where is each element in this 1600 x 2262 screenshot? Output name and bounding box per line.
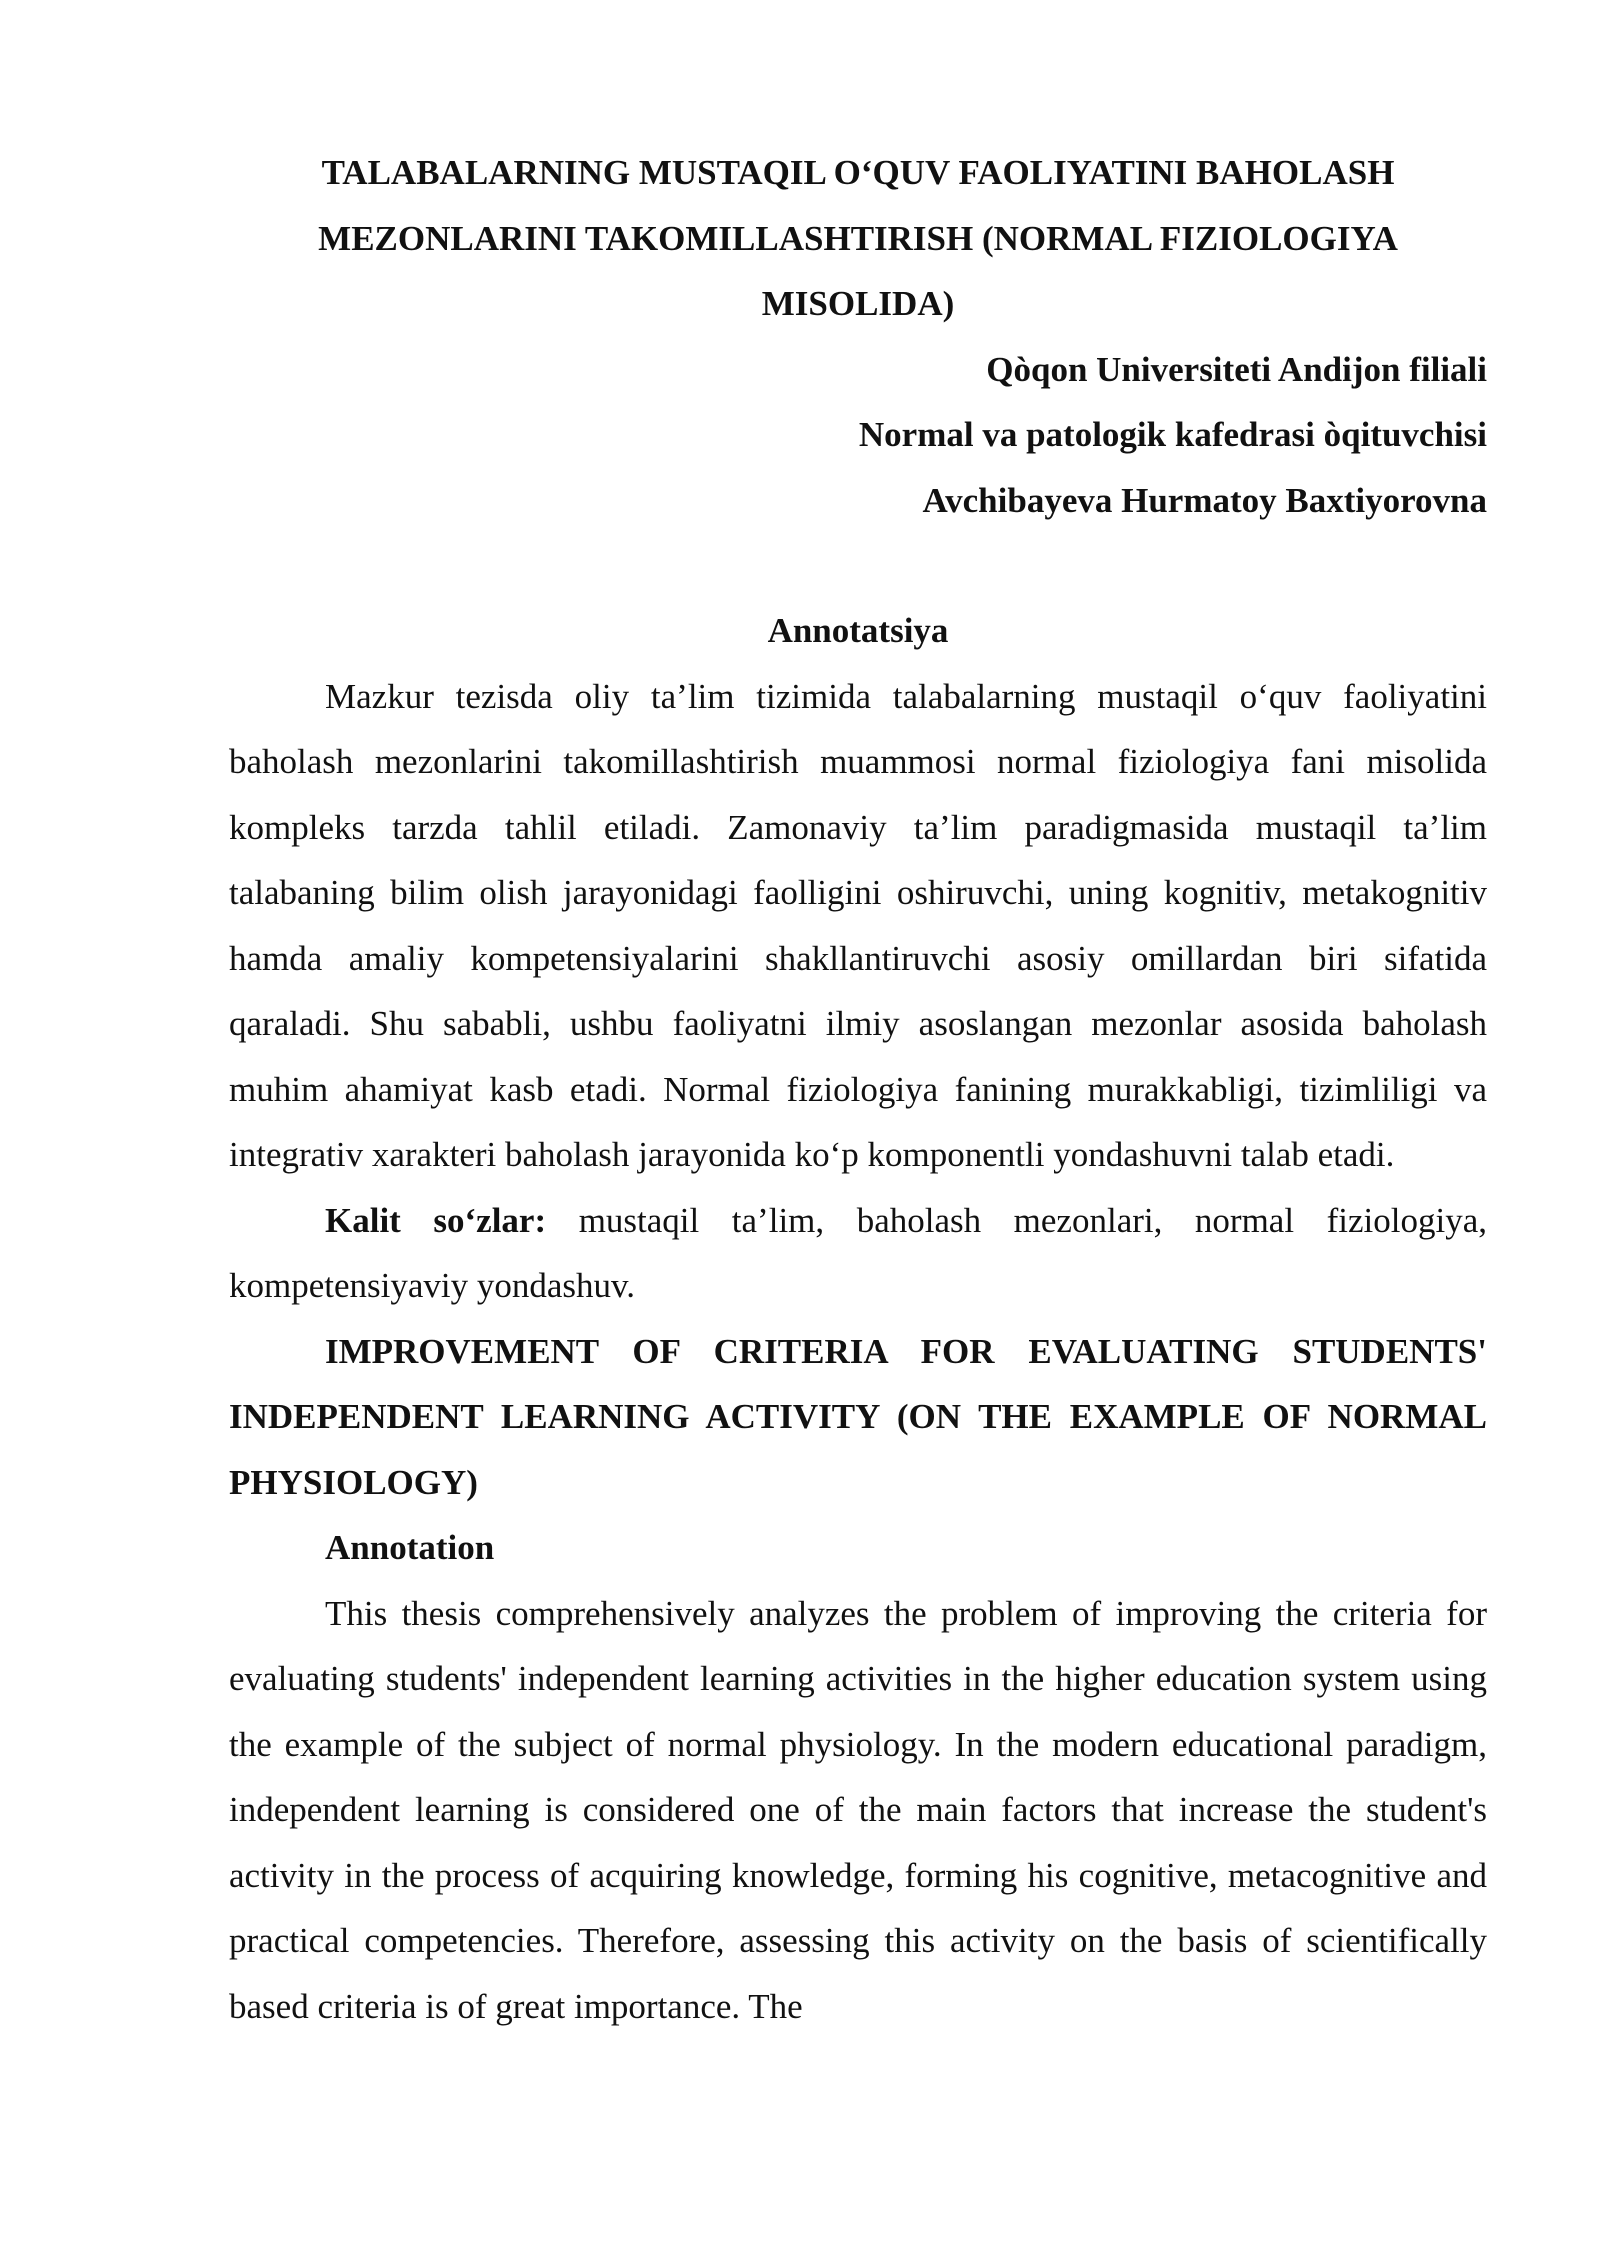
author-name: Avchibayeva Hurmatoy Baxtiyorovna — [922, 480, 1487, 520]
author-university: Qòqon Universiteti Andijon filiali — [986, 349, 1487, 389]
spacer — [229, 533, 1487, 598]
author-department: Normal va patologik kafedrasi òqituvchisi — [858, 415, 1487, 454]
title-english: IMPROVEMENT OF CRITERIA FOR EVALUATING STUDENTS' INDEPENDENT LEARNING ACTIVITY (ON THE EXAMPLE OF NORMAL PHYSIOLOGY) — [229, 1331, 1487, 1502]
title-uzbek: TALABALARNING MUSTAQIL O‘QUV FAOLIYATINI BAHOLASH MEZONLARINI TAKOMILLASHTIRISH (NORMAL FIZIOLOGIYA MISOLIDA) — [318, 153, 1398, 323]
document-page — [229, 140, 1487, 2039]
keywords-text: mustaqil ta’lim, baholash mezonlari, normal fiziologiya, kompetensiyaviy yondashuv. — [229, 1200, 1487, 1305]
keywords-paragraph — [229, 1188, 1487, 1319]
keywords-label: Kalit so‘zlar: — [325, 1200, 547, 1240]
annotation-text: This thesis comprehensively analyzes the problem of improving the criteria for evaluating students' independent learning activities in the higher education system using the example of the subject of normal physiology. In the modern educational paradigm, independent learning is considered one of the main factors that increase the student's activity in the process of acquiring knowledge, forming his cognitive, metacognitive and practical competencies. Therefore, assessing this activity on the basis of scientifically based criteria is of great importance. The — [229, 1593, 1487, 2026]
annotation-heading: Annotation — [325, 1528, 495, 1567]
annotatsiya-heading: Annotatsiya — [767, 611, 949, 650]
annotatsiya-text: Mazkur tezisda oliy ta’lim tizimida talabalarning mustaqil o‘quv faoliyatini baholash mezonlarini takomillashtirish muammosi normal fiziologiya fani misolida kompleks tarzda tahlil etiladi. Zamonaviy ta’lim paradigmasida mustaqil ta’lim talabaning bilim olish jarayonidagi faolligini oshiruvchi, uning kognitiv, metakognitiv hamda amaliy kompetensiyalarini shakllantiruvchi asosiy omillardan biri sifatida qaraladi. Shu sababli, ushbu faoliyatni ilmiy asoslangan mezonlar asosida baholash muhim ahamiyat kasb etadi. Normal fiziologiya fanining murakkabligi, tizimliligi va integrativ xarakteri baholash jarayonida ko‘p komponentli yondashuvni talab etadi. — [229, 676, 1487, 1174]
